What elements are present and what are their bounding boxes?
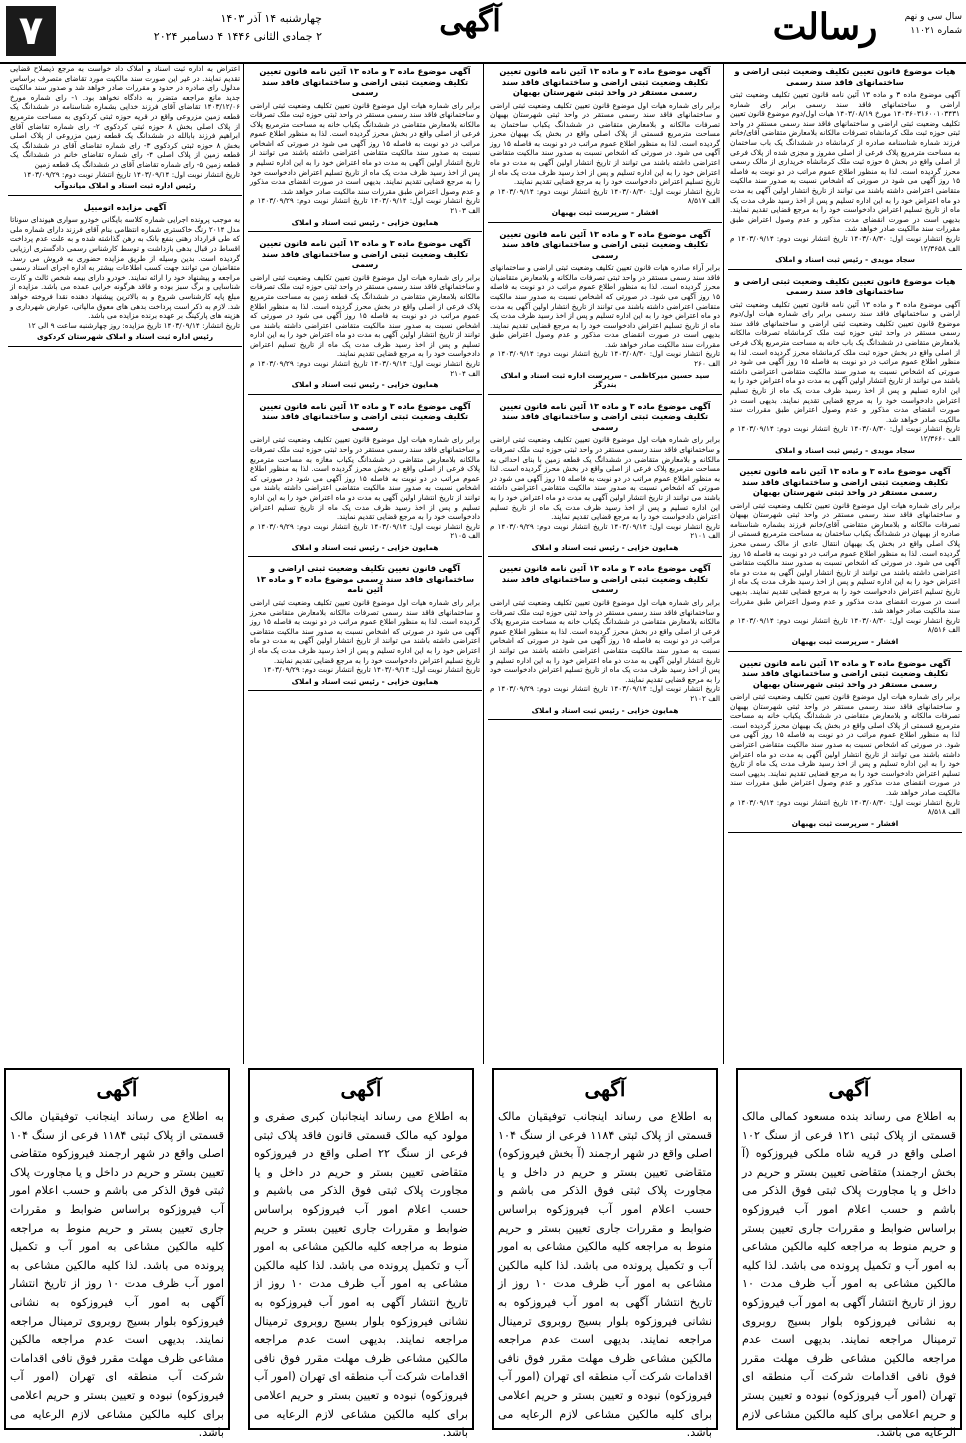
notice-dates: تاریخ انتشار نوبت اول: ۱۴۰۳/۰۹/۱۴ تاریخ انتشار نوبت دوم: ۱۴۰۳/۰۹/۲۹ م الف ۲۱۰۱ <box>490 521 720 541</box>
notice-dates: تاریخ انتشار نوبت اول: ۱۴۰۳/۰۹/۱۴ تاریخ انتشار نوبت دوم: ۱۴۰۳/۰۹/۲۹ م الف ۲۱۰۲ <box>490 684 720 703</box>
notice-signature: همایون خزایی - رئیس ثبت اسناد و املاک <box>531 705 679 715</box>
notice-title: آگهی موضوع ماده ۳ و ماده ۱۳ آئین نامه قانون تعیین تکلیف وضعیت ثبتی اراضی و ساختمانهای فاقد سند رسمی مستقر در واحد ثبتی شهرستان بهبهان <box>739 466 951 498</box>
notice-body: برابر رای شماره هیات اول موضوع قانون تعیین تکلیف وضعیت ثبتی اراضی و ساختمانهای فاقد سند رسمی مستقر در واحد ثبتی شهرستان بهبهان تصرفات مالکانه و بلامعارض متقاضی در ششدانگ یکباب ساختمان به مساحت مترمربع قسمتی از پلاک اصلی واقع در بخش یک بهبهان محرز گردیده است. لذا به منظور اطلاع عموم مراتب در دو نوبت به فاصله ۱۵ روز آگهی می شود. در صورتی که اشخاص نسبت به صدور سند مالکیت متقاضی اعتراضی داشته باشند می توانند از تاریخ انتشار اولین آگهی به مدت دو ماه اعتراض خود را به این اداره تسلیم و پس از اخذ رسید ظرف مدت یک ماه از تاریخ تسلیم اعتراض دادخواست خود را به مرجع قضایی تقدیم نمایند. <box>490 100 720 187</box>
notice-title: آگهی موضوع ماده ۳ و ماده ۱۳ آئین نامه قانون تعیین تکلیف وضعیت ثبتی اراضی و ساختمانهای فاقد سند رسمی <box>259 238 471 270</box>
notice-dates: تاریخ انتشار: ۱۴۰۳/۰۹/۱۴ تاریخ مزایده: روز چهارشنبه ساعت ۹ الی ۱۲ <box>27 320 240 330</box>
column-2 <box>488 64 722 1064</box>
notice-signature: سجاد مویدی - رئیس ثبت اسناد و املاک <box>775 255 915 265</box>
notice-dates: تاریخ انتشار نوبت اول: ۱۴۰۳/۰۸/۳۰ تاریخ انتشار نوبت دوم: ۱۴۰۳/۰۹/۱۴ م الف ۸/۵۱۷ <box>490 186 720 206</box>
bottom-notice-body: به اطلاع می رساند اینجانب توفیقیان مالک قسمتی از پلاک ثبتی ۱۱۸۴ فرعی از سنگ ۱۰۴ اصلی واقع در شهر ارجمند (آ بخش فیروزکوه) متقاضی تعیین بستر و حریم در داخل و یا مجاورت پلاک ثبتی فوق الذکر می باشم و حسب اعلام امور آب فیروزکوه براساس ضوابط و مقررات جاری تعیین بستر و حریم منوط به مراجعه کلیه مالکین مشاعی به امور آب و تکمیل پرونده می باشد. لذا کلیه مالکین مشاعی به امور آب ظرف مدت ۱۰ روز از تاریخ انتشار آگهی به امور آب فیروزکوه به نشانی فیروزکوه بلوار بسیج روبروی ترمینال مراجعه نمایند. بدیهی است عدم مراجعه مالکین مشاعی ظرف مهلت مقرر فوق نافی اقدامات شرکت آب منطقه ای تهران (امور آب فیروزکوه) نبوده و تعیین بستر و حریم اعلامی برای کلیه مالکین مشاعی لازم الرعایه می باشد. <box>498 1110 712 1440</box>
issue-block <box>892 10 962 38</box>
notice-dates: تاریخ انتشار نوبت اول: ۱۴۰۳/۰۸/۳۰ تاریخ انتشار نوبت دوم: ۱۴۰۳/۰۹/۱۴ م الف ۱۲/۳۶۵۸ <box>730 233 960 253</box>
notice-signature: همایون خزایی - رئیس ثبت اسناد و املاک <box>291 217 439 227</box>
notice-dates: تاریخ انتشار نوبت اول: ۱۴۰۳/۰۹/۱۴ تاریخ انتشار نوبت دوم: ۱۴۰۳/۰۹/۲۹ م الف ۲۱۰۵ <box>250 521 480 541</box>
legal-notice <box>488 401 722 558</box>
notice-title: آگهی موضوع ماده ۳ و ماده ۱۳ آئین نامه قانون تعیین تکلیف وضعیت ثبتی اراضی و ساختمانهای فاقد سند رسمی مستقر در واحد ثبتی شهرستان بهبهان <box>739 657 951 689</box>
notice-title: آگهی موضوع ماده ۳ و ماده ۱۳ آئین نامه قانون تعیین تکلیف وضعیت ثبتی اراضی و ساختمانهای فاقد سند رسمی <box>259 400 471 432</box>
notice-dates: تاریخ انتشار نوبت اول: ۱۴۰۳/۰۸/۳۰ تاریخ انتشار نوبت دوم: ۱۴۰۳/۰۹/۱۴ م الف ۸/۵۱۶ <box>730 615 960 635</box>
legal-notice <box>488 229 722 395</box>
masthead <box>0 0 966 64</box>
notice-signature: همایون خزایی - رئیس ثبت اسناد و املاک <box>531 542 679 552</box>
bottom-notice-body: به اطلاع می رساند اینجانبان کبری صفری و مولود کیه مالک قسمتی قانون فاقد پلاک ثبتی فرعی از سنگ ۲۲ اصلی واقع در فیروزکوه متقاضی تعیین بستر و حریم در داخل و یا مجاورت پلاک ثبتی فوق الذکر می باشیم و حسب اعلام امور آب فیروزکوه براساس ضوابط و مقررات جاری تعیین بستر و حریم منوط به مراجعه کلیه مالکین مشاعی به امور آب و تکمیل پرونده می باشد. لذا کلیه مالکین مشاعی به امور آب ظرف مدت ۱۰ روز از تاریخ انتشار آگهی به امور آب فیروزکوه به نشانی فیروزکوه بلوار بسیج روبروی ترمینال مراجعه نمایند. بدیهی است عدم مراجعه مالکین مشاعی ظرف مهلت مقرر فوق نافی اقدامات شرکت آب منطقه ای تهران (امور آب فیروزکوه) نبوده و تعیین بستر و حریم اعلامی برای کلیه مالکین مشاعی لازم الرعایه می باشد. <box>254 1110 468 1440</box>
notice-body: برابر رای شماره هیات اول موضوع قانون تعیین تکلیف وضعیت ثبتی اراضی و ساختمانهای فاقد سند رسمی مستقر در واحد ثبتی حوزه ثبت ملک تصرفات مالکانه بلامعارض متقاضی در ششدانگ یکباب خانه به مساحت مترمربع پلاک فرعی از اصلی واقع در بخش محرز گردیده است. لذا به منظور اطلاع عموم مراتب در دو نوبت به فاصله ۱۵ روز آگهی می شود در صورتی که اشخاص نسبت به صدور سند مالکیت متقاضی اعتراضی داشته باشند می توانند از تاریخ انتشار اولین آگهی به مدت دو ماه اعتراض خود را به این اداره تسلیم و پس از اخذ رسید ظرف مدت یک ماه از تاریخ تسلیم اعتراض دادخواست خود را به مرجع قضایی تقدیم نمایند. بدیهی است در صورت انقضای مدت مذکور و عدم وصول اعتراض طبق مقررات سند مالکیت صادر خواهد شد. <box>250 100 481 196</box>
legal-notice <box>728 66 962 270</box>
bottom-notice-title: آگهی <box>340 1077 382 1101</box>
notice-dates: تاریخ انتشار نوبت اول: ۱۴۰۳/۰۹/۱۴ تاریخ انتشار نوبت دوم: ۱۴۰۳/۰۹/۲۹ <box>263 665 480 675</box>
notice-body: برابر رای شماره هیات اول موضوع قانون تعیین تکلیف وضعیت ثبتی اراضی و ساختمانهای فاقد سند رسمی تصرفات مالکانه بلامعارض متقاضی محرز گردیده است. لذا به منظور اطلاع عموم مراتب در دو نوبت به فاصله ۱۵ روز آگهی می شود در صورتی که اشخاص نسبت به صدور سند مالکیت متقاضی اعتراضی داشته باشند می توانند از تاریخ انتشار اولین آگهی به مدت دو ماه اعتراض خود را به این اداره تسلیم و پس از اخذ رسید ظرف مدت یک ماه از تاریخ تسلیم اعتراض دادخواست خود را به مرجع قضایی تقدیم نمایند. <box>250 597 480 665</box>
section-title: آگهی <box>439 4 501 39</box>
notice-title: آگهی مزایده اتومبیل <box>83 201 167 212</box>
notice-dates: تاریخ انتشار نوبت اول: ۱۴۰۳/۰۸/۳۰ تاریخ انتشار نوبت دوم: ۱۴۰۳/۰۹/۱۴ م الف ۱۲/۳۶۶۰ <box>730 424 960 443</box>
notice-title: آگهی موضوع ماده ۳ و ماده ۱۳ آئین نامه قانون تعیین تکلیف وضعیت ثبتی اراضی و ساختمانهای فاقد سند رسمی <box>259 66 471 97</box>
notice-title: آگهی موضوع ماده ۳ و ماده ۱۳ آئین نامه قانون تعیین تکلیف وضعیت ثبتی اراضی و ساختمانهای فاقد سند رسمی <box>499 563 711 595</box>
notice-signature: رئیس اداره ثبت اسناد و املاک میاندوآب <box>54 181 196 191</box>
notice-signature: سید حسین میرکاظمی - سرپرست اداره ثبت اسناد و املاک بندرگز <box>500 370 710 390</box>
notice-body: برابر رای شماره هیات اول موضوع قانون تعیین تکلیف وضعیت ثبتی اراضی و ساختمانهای فاقد سند رسمی مستقر در واحد ثبتی شهرستان بهبهان تصرفات مالکانه و بلامعارض متقاضی آقای/خانم فرزند بشماره شناسنامه صادره از بهبهان در ششدانگ یکباب ساختمان به مساحت مترمربع قسمتی از پلاک اصلی واقع در بخش یک بهبهان انتقال عادی از مالک رسمی محرز گردیده است. لذا به منظور اطلاع عموم مراتب در دو نوبت به فاصله ۱۵ روز آگهی می شود. در صورتی که اشخاص نسبت به صدور سند مالکیت متقاضی اعتراضی داشته باشند می توانند از تاریخ انتشار اولین آگهی به مدت دو ماه اعتراض خود را به این اداره تسلیم و پس از اخذ رسید ظرف مدت یک ماه از تاریخ تسلیم اعتراض دادخواست خود را به مرجع قضایی تقدیم نمایند. بدیهی است در صورت انقضای مدت مذکور و عدم وصول اعتراض طبق مقررات سند مالکیت صادر خواهد شد. <box>730 500 960 616</box>
bottom-notice-body: به اطلاع می رساند اینجانب توفیقیان مالک قسمتی از پلاک ثبتی ۱۱۸۴ فرعی از سنگ ۱۰۴ اصلی واقع در شهر ارجمند فیروزکوه متقاضی تعیین بستر و حریم در داخل و یا مجاورت پلاک ثبتی فوق الذکر می باشم و حسب اعلام امور آب فیروزکوه براساس ضوابط و مقررات جاری تعیین بستر و حریم منوط به مراجعه کلیه مالکین مشاعی به امور آب و تکمیل پرونده می باشد. لذا کلیه مالکین مشاعی به امور آب ظرف مدت ۱۰ روز از تاریخ انتشار آگهی به امور آب فیروزکوه به نشانی فیروزکوه بلوار بسیج روبروی ترمینال مراجعه نمایند. بدیهی است عدم مراجعه مالکین مشاعی ظرف مهلت مقرر فوق نافی اقدامات شرکت آب منطقه ای تهران (امور آب فیروزکوه) نبوده و تعیین بستر و حریم اعلامی برای کلیه مالکین مشاعی لازم الرعایه می باشد. <box>10 1110 224 1440</box>
notice-body: برابر رای شماره هیات اول موضوع قانون تعیین تکلیف وضعیت ثبتی اراضی و ساختمانهای فاقد سند رسمی مستقر در واحد ثبتی حوزه ثبت ملک تصرفات مالکانه بلامعارض متقاضی در ششدانگ یکباب خانه به مساحت مترمربع پلاک فرعی از اصلی واقع در بخش محرز گردیده است. لذا به منظور اطلاع عموم مراتب در دو نوبت به فاصله ۱۵ روز آگهی می شود در صورتی که اشخاص نسبت به صدور سند مالکیت متقاضی اعتراضی داشته باشند می توانند از تاریخ انتشار اولین آگهی به مدت دو ماه اعتراض خود را به این اداره تسلیم و پس از اخذ رسید ظرف مدت یک ماه از تاریخ تسلیم اعتراض دادخواست خود را به مرجع قضایی تقدیم نمایند. <box>490 597 721 684</box>
legal-notice <box>728 276 962 461</box>
notice-title: آگهی موضوع ماده ۳ و ماده ۱۳ آئین نامه قانون تعیین تکلیف وضعیت ثبتی اراضی و ساختمانهای فاقد سند رسمی مستقر در واحد ثبتی شهرستان بهبهان <box>499 66 711 97</box>
notice-signature: همایون خزایی - رئیس ثبت اسناد و املاک <box>291 676 439 686</box>
legal-notice <box>248 563 482 691</box>
notice-body: برابر رای شماره هیات اول موضوع قانون تعیین تکلیف وضعیت ثبتی اراضی و ساختمانهای فاقد سند رسمی مستقر در واحد ثبتی شهرستان بهبهان تصرفات مالکانه و بلامعارض متقاضی در ششدانگ یکباب خانه به مساحت مترمربع قسمتی از پلاک اصلی واقع در بخش یک بهبهان محرز گردیده است. لذا به منظور اطلاع عموم مراتب در دو نوبت به فاصله ۱۵ روز آگهی می شود. در صورتی که اشخاص نسبت به صدور سند مالکیت متقاضی اعتراضی داشته باشند می توانند از تاریخ انتشار اولین آگهی به مدت دو ماه اعتراض خود را به این اداره تسلیم و پس از اخذ رسید ظرف مدت یک ماه از تاریخ تسلیم اعتراض دادخواست خود را به مرجع قضایی تقدیم نمایند. بدیهی است در صورت انقضای مدت مذکور و عدم وصول اعتراض طبق مقررات سند مالکیت صادر خواهد شد. <box>730 692 961 798</box>
notice-body: برابر رای شماره هیات اول موضوع قانون تعیین تکلیف وضعیت ثبتی اراضی و ساختمانهای فاقد سند رسمی مستقر در واحد ثبتی حوزه ثبت ملک تصرفات مالکانه بلامعارض متقاضی در ششدانگ یکباب مغازه به مساحت مترمربع پلاک فرعی از اصلی واقع در بخش محرز گردیده است. لذا به منظور اطلاع عموم مراتب در دو نوبت به فاصله ۱۵ روز آگهی می شود در صورتی که اشخاص نسبت به صدور سند مالکیت متقاضی اعتراضی داشته باشند می توانند از تاریخ انتشار اولین آگهی به مدت دو ماه اعتراض خود را به این اداره تسلیم و پس از اخذ رسید ظرف مدت یک ماه از تاریخ تسلیم اعتراض دادخواست خود را به مرجع قضایی تقدیم نمایند. <box>250 435 480 522</box>
newspaper-logo: رسالت <box>772 6 878 48</box>
date-line-1: چهارشنبه ۱۴ آذر ۱۴۰۳ <box>220 12 322 25</box>
notice-signature: رئیس اداره ثبت اسناد و املاک شهرستان کردکوی <box>36 332 214 342</box>
bottom-notice-title: آگهی <box>828 1077 870 1101</box>
bottom-notice <box>736 1068 962 1440</box>
notice-dates: تاریخ انتشار نوبت اول: ۱۴۰۳/۰۸/۳۰ تاریخ انتشار نوبت دوم: ۱۴۰۳/۰۹/۱۴ م الف ۸/۵۱۸ <box>730 797 960 817</box>
bottom-notice <box>4 1068 230 1440</box>
bottom-notice <box>248 1068 474 1440</box>
legal-notice <box>248 238 482 395</box>
bottom-notice-title: آگهی <box>584 1077 626 1101</box>
legal-notice <box>728 658 962 834</box>
notice-columns <box>4 64 962 1064</box>
legal-notice <box>728 466 962 651</box>
notice-body: آگهی موضوع ماده ۳ و ماده ۱۳ آئین نامه قانون تعیین تکلیف وضعیت ثبتی اراضی و ساختمانهای فاقد سند رسمی برابر رای شماره ۱۴۰۳۶۰۳۱۶۰۰۱۰۳۴۳۱ مورخ ۱۴۰۳/۰۸/۱۹ هیات اول/دوم موضوع قانون تعیین تکلیف وضعیت ثبتی اراضی و ساختمانهای فاقد سند رسمی مستقر در واحد ثبتی حوزه ثبت ملک کرمانشاه تصرفات مالکانه بلامعارض متقاضی آقای/خانم فرزند شماره شناسنامه صادره از کرمانشاه در ششدانگ یک باب ساختمان به مساحت مترمربع پلاک فرعی از اصلی مفروز و مجزی شده از پلاک فرعی از اصلی واقع در بخش ۵ حوزه ثبت ملک کرمانشاه خریداری از مالک رسمی محرز گردیده است. لذا به منظور اطلاع عموم مراتب در دو نوبت به فاصله ۱۵ روز آگهی می شود در صورتی که اشخاص نسبت به صدور سند مالکیت متقاضی اعتراضی داشته باشند می توانند از تاریخ انتشار اولین آگهی به مدت دو ماه اعتراض خود را به این اداره تسلیم و پس از اخذ رسید ظرف مدت یک ماه از تاریخ تسلیم اعتراض دادخواست خود را به مرجع قضایی تقدیم نمایند. بدیهی است در صورت انقضای مدت مذکور و عدم وصول اعتراض طبق مقررات سند مالکیت صادر خواهد شد. <box>730 90 960 234</box>
notice-title: آگهی موضوع ماده ۳ و ماده ۱۳ آئین نامه قانون تعیین تکلیف وضعیت ثبتی اراضی و ساختمانهای فاقد سند رسمی <box>499 228 711 260</box>
column-4 <box>8 64 242 1064</box>
legal-notice <box>8 202 242 347</box>
notice-dates: تاریخ انتشار نوبت اول: ۱۴۰۳/۰۹/۱۴ تاریخ انتشار نوبت دوم: ۱۴۰۳/۰۹/۲۹ <box>23 169 240 179</box>
column-3 <box>248 64 482 1064</box>
notice-signature: افشار - سرپرست ثبت بهبهان <box>791 818 899 828</box>
column-1 <box>728 64 962 1064</box>
issue-line-1: سال سی و نهم <box>904 12 962 22</box>
notice-title: آگهی قانون تعیین تکلیف وضعیت ثبتی اراضی و ساختمانهای فاقد سند رسمی موضوع ماده ۳ و ماده ۱۳ آئین نامه <box>255 563 475 595</box>
notice-signature: افشار - سرپرست ثبت بهبهان <box>551 208 659 218</box>
bottom-notice <box>492 1068 718 1440</box>
notice-body: به موجب پرونده اجرایی شماره کلاسه بایگانی خودرو سواری هیوندای سوناتا مدل ۲۰۱۴ رنگ خاکستری شماره انتظامی بنام آقای فرزند دارای شماره ملی که طی قرارداد رهنی بنفع بانک به رهن گذاشته شده و به علت عدم پرداخت اقساط در قبال بدهی بازداشت و توسط کارشناس رسمی دادگستری ارزیابی گردیده است. بدین وسیله از طریق مزایده حضوری به فروش می رسد. متقاضیان می توانند جهت کسب اطلاعات بیشتر به اداره اجرای اسناد رسمی مراجعه و پیشنهاد خود را ارائه نمایند. خودرو دارای بیمه شخص ثالث و کارت شناسایی و برگ سبز بوده و فاقد هرگونه خرابی عمده می باشد. مزایده از مبلغ پایه کارشناسی شروع و به بالاترین پیشنهاد دهنده نقدا فروخته خواهد شد. لازم به ذکر است پرداخت بدهی های معوق مالیاتی، عوارض شهرداری و هزینه های پارکینگ بر عهده برنده مزایده می باشد. <box>10 215 240 321</box>
notice-body: برابر آراء صادره هیات قانون تعیین تکلیف وضعیت ثبتی اراضی و ساختمانهای فاقد سند رسمی مستقر در واحد ثبتی تصرفات مالکانه و بلامعارض متقاضیان محرز گردیده است. لذا به منظور اطلاع عموم مراتب در دو نوبت به فاصله ۱۵ روز آگهی می شود. در صورتی که اشخاص نسبت به صدور سند مالکیت متقاضی اعتراضی داشته باشند می توانند از تاریخ انتشار اولین آگهی به مدت دو ماه اعتراض خود را به این اداره تسلیم و پس از اخذ رسید ظرف مدت یک ماه از تاریخ تسلیم اعتراض دادخواست خود را به مرجع قضایی تقدیم نمایند. بدیهی است در صورت انقضای مدت مذکور و عدم وصول اعتراض طبق مقررات سند مالکیت صادر خواهد شد. <box>490 263 720 349</box>
legal-notice <box>248 401 482 558</box>
notice-body: برابر رای شماره هیات اول موضوع قانون تعیین تکلیف وضعیت ثبتی اراضی و ساختمانهای فاقد سند رسمی مستقر در واحد ثبتی حوزه ثبت ملک تصرفات مالکانه بلامعارض متقاضی در ششدانگ یک قطعه زمین به مساحت مترمربع پلاک فرعی از اصلی واقع در بخش محرز گردیده است. لذا به منظور اطلاع عموم مراتب در دو نوبت به فاصله ۱۵ روز آگهی می شود در صورتی که اشخاص نسبت به صدور سند مالکیت متقاضی اعتراضی داشته باشند می توانند از تاریخ انتشار اولین آگهی به مدت دو ماه اعتراض خود را به این اداره تسلیم و پس از اخذ رسید ظرف مدت یک ماه از تاریخ تسلیم اعتراض دادخواست خود را به مرجع قضایی تقدیم نمایند. <box>250 272 480 359</box>
page-number: ۷ <box>6 6 56 56</box>
bottom-notices <box>4 1068 962 1440</box>
legal-notice <box>248 66 482 232</box>
legal-notice <box>488 563 722 720</box>
notice-dates: تاریخ انتشار نوبت اول: ۱۴۰۳/۰۸/۳۰ تاریخ انتشار نوبت دوم: ۱۴۰۳/۰۹/۱۴ م الف ۲۶۰ <box>490 349 720 369</box>
legal-notice <box>488 66 722 223</box>
notice-title: هیات موضوع قانون تعیین تکلیف وضعیت ثبتی اراضی و ساختمانهای فاقد سند رسمی <box>734 275 956 297</box>
notice-signature: سجاد مویدی - رئیس ثبت اسناد و املاک <box>775 445 915 455</box>
issue-line-2: شماره ۱۱۰۲۱ <box>910 26 962 36</box>
bottom-notice-title: آگهی <box>96 1077 138 1101</box>
date-block <box>62 10 322 46</box>
notice-dates: تاریخ انتشار نوبت اول: ۱۴۰۳/۰۹/۱۴ تاریخ انتشار نوبت دوم: ۱۴۰۳/۰۹/۲۹ م الف ۲۱۰۴ <box>250 359 480 378</box>
notice-signature: همایون خزایی - رئیس ثبت اسناد و املاک <box>291 542 439 552</box>
notice-dates: تاریخ انتشار نوبت اول: ۱۴۰۳/۰۹/۱۴ تاریخ انتشار نوبت دوم: ۱۴۰۳/۰۹/۲۹ م الف ۲۱۰۳ <box>250 196 480 216</box>
notice-body: اعتراض به اداره ثبت اسناد و املاک داد خواست به مرجع ذیصلاح قضایی تقدیم نمایند. در غیر این صورت سند مالکیت مورد تقاضای متصرف براساس مدلول رای صادره در حدود و مقررات صادر خواهد شد و صدور سند مالکیت جدید مانع مراجعه متضرر به دادگاه نخواهد بود. ۱- رای شماره مورخ ۱۴۰۳/۱۲/۰۶ تقاضای آقای فرزند خدایی بشماره شناسنامه در ششدانگ یک قطعه زمین مزروعی واقع در قریه حوزه ثبتی کردکوی به مساحت مترمربع از پلاک اصلی بخش ۸ حوزه ثبتی کردکوی ۲- رای شماره تقاضای آقای ابراهیم فرزند بابالله در ششدانگ یک قطعه زمین مزروعی از پلاک اصلی بخش ۸ حوزه ثبتی کردکوی ۳- رای شماره تقاضای آقای در ششدانگ یک قطعه زمین از پلاک اصلی ۴- رای شماره تقاضای خانم در ششدانگ یک قطعه زمین ۵- رای شماره تقاضای آقای در ششدانگ یک قطعه زمین <box>10 64 241 169</box>
notice-signature: افشار - سرپرست ثبت بهبهان <box>791 637 899 646</box>
notice-body: آگهی موضوع ماده ۳ و ماده ۱۳ آئین نامه قانون تعیین تکلیف وضعیت ثبتی اراضی و ساختمانهای فاقد سند رسمی برابر رای شماره هیات اول/دوم موضوع قانون تعیین تکلیف وضعیت ثبتی اراضی و ساختمانهای فاقد سند رسمی مستقر در واحد ثبتی حوزه ثبت ملک کرمانشاه تصرفات مالکانه بلامعارض متقاضی در ششدانگ یک باب خانه به مساحت مترمربع پلاک فرعی از اصلی واقع در بخش حوزه ثبت ملک کرمانشاه محرز گردیده است. لذا به منظور اطلاع عموم مراتب در دو نوبت به فاصله ۱۵ روز آگهی می شود در صورتی که اشخاص نسبت به صدور سند مالکیت متقاضی اعتراضی داشته باشند می توانند از تاریخ انتشار اولین آگهی به مدت دو ماه اعتراض خود را به این اداره تسلیم و پس از اخذ رسید ظرف مدت یک ماه از تاریخ تسلیم اعتراض دادخواست خود را به مرجع قضایی تقدیم نمایند. بدیهی است در صورت انقضای مدت مذکور و عدم وصول اعتراض طبق مقررات سند مالکیت صادر خواهد شد. <box>730 299 961 424</box>
notice-body: برابر رای شماره هیات اول موضوع قانون تعیین تکلیف وضعیت ثبتی اراضی و ساختمانهای فاقد سند رسمی مستقر در واحد ثبتی حوزه ثبت ملک تصرفات مالکانه و بلامعارض متقاضی در ششدانگ یک قطعه زمین با بنای احداثی به مساحت مترمربع پلاک فرعی از اصلی واقع در بخش محرز گردیده است. لذا به منظور اطلاع عموم مراتب در دو نوبت به فاصله ۱۵ روز آگهی می شود در صورتی که اشخاص نسبت به صدور سند مالکیت متقاضی اعتراضی داشته باشند می توانند از تاریخ انتشار اولین آگهی به مدت دو ماه اعتراض خود را به این اداره تسلیم و پس از اخذ رسید ظرف مدت یک ماه از تاریخ تسلیم اعتراض دادخواست خود را به مرجع قضایی تقدیم نمایند. <box>490 435 721 522</box>
notice-title: آگهی موضوع ماده ۳ و ماده ۱۳ آئین نامه قانون تعیین تکلیف وضعیت ثبتی اراضی و ساختمانهای فاقد سند رسمی <box>499 400 711 432</box>
notice-title: هیات موضوع قانون تعیین تکلیف وضعیت ثبتی اراضی و ساختمانهای فاقد سند رسمی <box>734 66 956 87</box>
notice-signature: همایون خزایی - رئیس ثبت اسناد و املاک <box>291 380 439 390</box>
legal-notice <box>8 64 242 196</box>
date-line-2: ۲ جمادی الثانی ۱۴۴۶ ۴ دسامبر ۲۰۲۴ <box>153 30 322 43</box>
bottom-notice-body: به اطلاع می رساند بنده مسعود کمالی مالک قسمتی از پلاک ثبتی ۱۲۱ فرعی از سنگ ۱۰۲ اصلی واقع در قریه شاه ملکی فیروزکوه (آ بخش ارجمند) متقاضی تعیین بستر و حریم در داخل و یا مجاورت پلاک ثبتی فوق الذکر می باشم و حسب اعلام امور آب فیروزکوه براساس ضوابط و مقررات جاری تعیین بستر و حریم منوط به مراجعه کلیه مالکین مشاعی به امور آب و تکمیل پرونده می باشد. لذا کلیه مالکین مشاعی به امور آب ظرف مدت ۱۰ روز از تاریخ انتشار آگهی به امور آب فیروزکوه به نشانی فیروزکوه بلوار بسیج روبروی ترمینال مراجعه نمایند. بدیهی است عدم مراجعه مالکین مشاعی ظرف مهلت مقرر فوق نافی اقدامات شرکت آب منطقه ای تهران (امور آب فیروزکوه) نبوده و تعیین بستر و حریم اعلامی برای کلیه مالکین مشاعی لازم الرعایه می باشد. <box>742 1110 956 1440</box>
